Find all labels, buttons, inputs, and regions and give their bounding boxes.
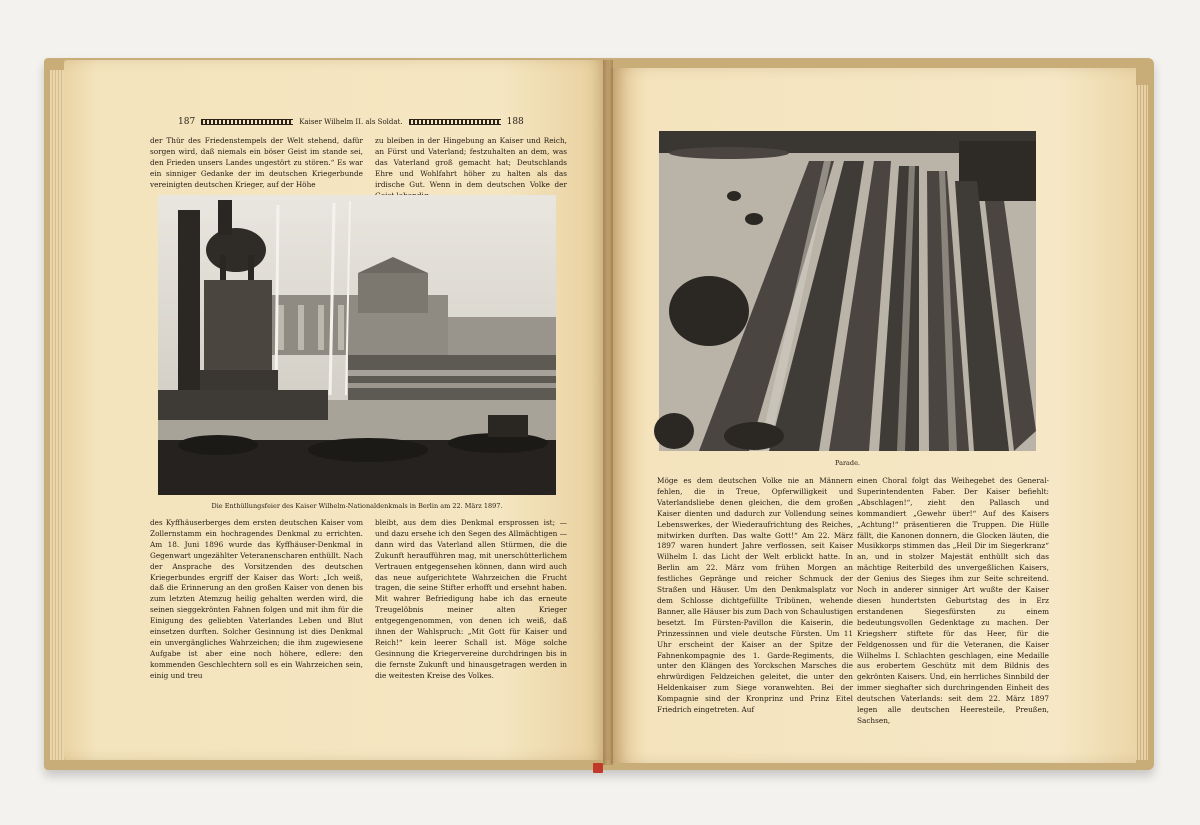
- page-number-right: 188: [506, 117, 524, 127]
- right-photo-caption: Parade.: [834, 459, 860, 467]
- running-head-title: Kaiser Wilhelm II. als Soldat.: [299, 118, 403, 126]
- right-column-1: Möge es dem deutschen Volke nie an Männern fehlen, die in Treue, Opferwilligkeit und Vaterlandsliebe denen gleichen, die dem großen Kaiser dienten und dadurch zur Vollendung seines Lebenswerkes, der Wiederaufrichtung des Reiches, mitwirken durften. Das walte Gott!“ Am 22. März 1897 waren hundert Jahre verflossen, seit Kaiser Wilhelm I. das Licht der Welt erblickt hatte. In Berlin am 22. März vom frühen Morgen an festliches Gepränge und reicher Schmuck der Straßen und Häuser. Um den Denkmalsplatz vor dem Schlosse dichtgefüllte Tribünen, wehende Banner, alle Häuser bis zum Dach von Schaulustigen besetzt. Im Fürsten-Pavillon die Kaiserin, die Prinzessinnen und viele deutsche Fürsten. Um 11 Uhr erscheint der Kaiser an der Spitze der Fahnenkompagnie des 1. Garde-Regiments, die unter den Klängen des Yorckschen Marsches die ehrwürdigen Feldzeichen geleitet, die unter den Heldenkaiser zum Siege voranwehten. Bei der Kompagnie sind der Kronprinz und Prinz Eitel Friedrich eingetreten. Auf: [657, 476, 853, 715]
- book-gutter: [603, 60, 613, 765]
- left-photo-caption: Die Enthüllungsfeier des Kaiser Wilhelm-Nationaldenkmals in Berlin am 22. März 1897.: [211, 502, 503, 510]
- bookmark-ribbon: [593, 763, 603, 773]
- page-number-left: 187: [178, 117, 196, 127]
- right-column-2: einen Choral folgt das Weihegebet des General-Superintendenten Faber. Der Kaiser befiehlt: „Abschlagen!“, zieht den Pallasch und kommandiert „Gewehr über!“ Auf des Kaisers „Achtung!“ präsentieren die Truppen. Die Hülle fällt, die Kanonen donnern, die Glocken läuten, die Musikkorps stimmen das „Heil Dir im Siegerkranz“ an, und in stolzer Majestät enthüllt sich das mächtige Reiterbild des unvergeßlichen Kaisers, der Genius des Sieges ihm zur Seite schreitend. Noch in anderer sinniger Art wußte der Kaiser diesen hundertsten Geburtstag des in Erz erstandenen Siegesfürsten zu einem bedeutungsvollen Gedenktage zu machen. Der Kriegsherr stiftete für das Heer, für die Feldgenossen und für die Veteranen, die Kaiser Wilhelms I. Schlachten geschlagen, eine Medaille aus erobertem Geschütz mit dem Bildnis des gekrönten Kaisers. Und, ein herrliches Sinnbild der immer sieghafter sich durchringenden Einheit des deutschen Vaterlands: seit dem 22. März 1897 legen alle deutschen Heeresteile, Preußen, Sachsen,: [857, 476, 1049, 725]
- left-top-column-2: zu bleiben in der Hingebung an Kaiser und Reich, an Fürst und Vaterland; festzuhalten an dem, was das Vaterland groß gemacht hat; Deutschlands Ehre und Wohlfahrt höher zu halten als das irdische Gut. Wenn in dem deutschen Volke der: [375, 136, 567, 189]
- running-header: [178, 117, 524, 127]
- header-ornament-left: [201, 119, 293, 125]
- parade-photo: [659, 131, 1036, 451]
- left-bottom-column-2: bleibt, aus dem dies Denkmal ersprossen ist; — und dazu ersehe ich den Segen des Allmächtigen — dann wird das Vaterland allen Stürmen, die die Zukunft heraufführen mag, mit unerschütterlichem Vertrauen entgegensehen können, dann wird auch das neue aufgerichtete Wahrzeichen die Frucht tragen, die seine Stifter erhofft und ersehnt haben. Mit wahrer Befriedigung habe ich das erneute Treugelöbnis meiner alten Krieger entgegengenommen, von denen ich weiß, daß ihnen der Wahlspruch: „Mit Gott für Kaiser und Reich!“ kein leerer Schall ist. Möge solche Gesinnung die Kriegervereine durchdringen bis in die fernste Zukunft und hinausgetragen werden in die weitesten Kreise des Volkes.: [375, 518, 567, 680]
- header-ornament-right: [409, 119, 501, 125]
- left-bottom-column-1: des Kyffhäuserberges dem ersten deutschen Kaiser vom Zollernstamm ein hochragendes Denkmal zu errichten. Am 18. Juni 1896 wurde das Kyffhäuser-Denkmal in Gegenwart ungezählter Veteranenscharen enthüllt. Nach der Ansprache des Vorsitzenden des deutschen Kriegerbundes ergriff der Kaiser das Wort: „Ich weiß, daß die Erinnerung an den großen Kaiser von denen bis zum letzten Atemzug heilig gehalten werden wird, die seinen sieggekrönten Fahnen folgen und mit ihm für die Einigung des geliebten Vaterlandes Leben und Blut einsetzen durften. Solcher Gesinnung ist dies Denkmal ein unvergängliches Wahrzeichen; die ihm zugewiesene Aufgabe ist aber eine noch höhere, edlere: den kommenden Geschlechtern soll es ein Wahrzeichen sein, einig und treu: [150, 518, 363, 680]
- left-top-column-1: der Thür des Friedenstempels der Welt stehend, dafür sorgen wird, daß niemals ein böser Geist im stande sei, den Frieden unsers Landes ungestört zu stören.“ Es war ein sinniger Gedanke der im deutschen Kriegerbunde vereinigten deutschen Krieger, auf der Höhe: [150, 136, 363, 189]
- unveiling-photo: [158, 195, 556, 495]
